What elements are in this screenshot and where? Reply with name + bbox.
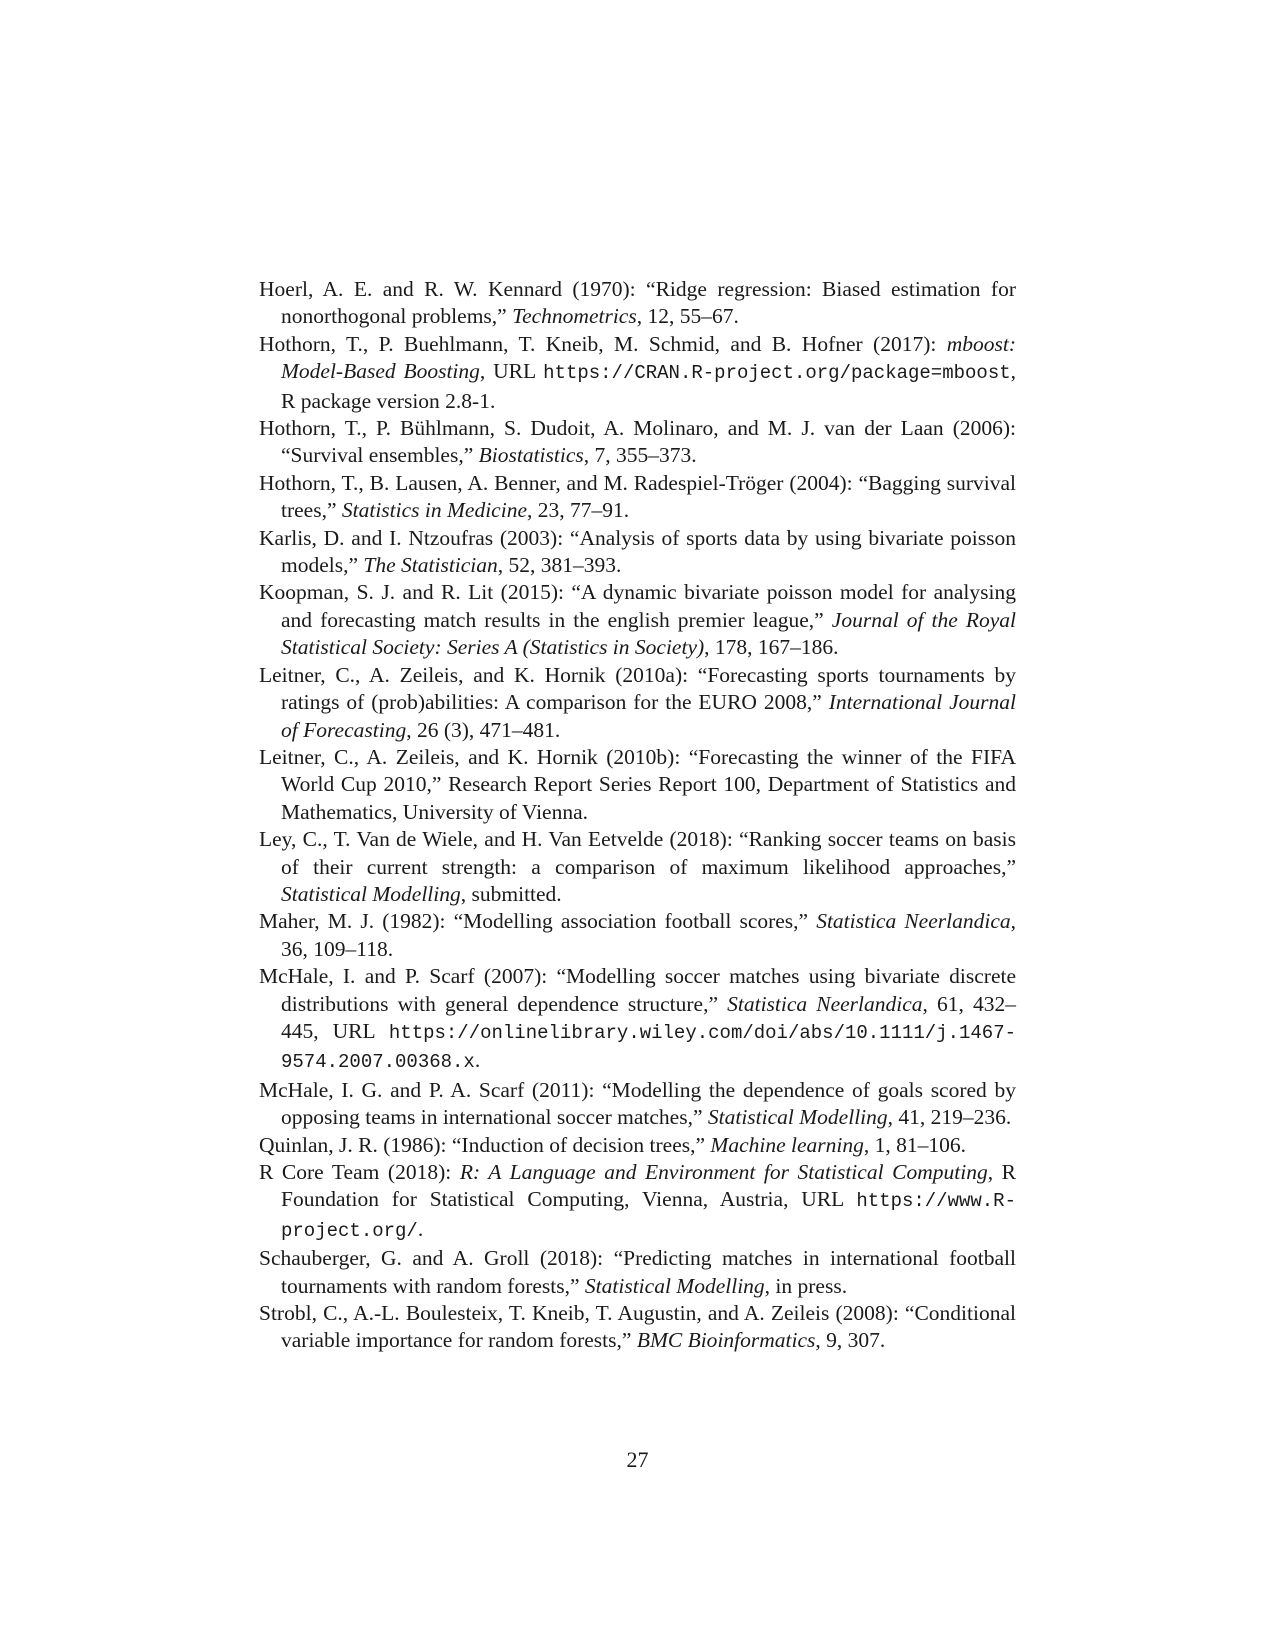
reference-text: Leitner, C., A. Zeileis, and K. Hornik (2010a): “Forecasting sports tournaments by ratings of (prob)abilities: A comparison for the EURO 2008,” xyxy=(259,662,1016,715)
reference-entry xyxy=(259,963,1016,1077)
reference-entry xyxy=(259,826,1016,908)
reference-details: , 23, 77–91. xyxy=(527,498,630,523)
reference-text: Karlis, D. and I. Ntzoufras (2003): “Analysis of sports data by using bivariate poisson models,” xyxy=(259,525,1016,578)
reference-journal: Technometrics xyxy=(512,304,637,329)
reference-text: Koopman, S. J. and R. Lit (2015): “A dynamic bivariate poisson model for analysing and forecasting match results in the english premier league,” xyxy=(259,580,1016,632)
reference-text: Hothorn, T., P. Buehlmann, T. Kneib, M. Schmid, and B. Hofner (2017): xyxy=(259,331,947,356)
reference-entry xyxy=(259,1245,1016,1300)
reference-entry xyxy=(259,908,1016,963)
reference-text: McHale, I. G. and P. A. Scarf (2011): “Modelling the dependence of goals scored by opposing teams in international soccer matches,” xyxy=(259,1077,1016,1130)
reference-journal: Statistical Modelling xyxy=(281,881,461,906)
reference-text: Leitner, C., A. Zeileis, and K. Hornik (2010b): “Forecasting the winner of the FIFA World Cup 2010,” Research Report Series Report 100, Department of Statistics and Mathematics, University of Vienna. xyxy=(259,744,1016,824)
reference-details: , submitted. xyxy=(460,881,562,906)
page-number: 27 xyxy=(626,1447,649,1472)
reference-journal: Journal of the Royal Statistical Society: Series A (Statistics in Society) xyxy=(281,607,1016,660)
reference-url-link[interactable]: https://www.R-project.org/ xyxy=(281,1190,1016,1242)
reference-text: Maher, M. J. (1982): “Modelling association football scores,” xyxy=(259,909,817,934)
reference-details: , 1, 81–106. xyxy=(863,1132,966,1157)
reference-details: , 9, 307. xyxy=(815,1328,886,1353)
reference-entry xyxy=(259,579,1016,661)
reference-text: Quinlan, J. R. (1986): “Induction of decision trees,” xyxy=(259,1132,711,1157)
reference-url-link[interactable]: https://CRAN.R-project.org/package=mboost xyxy=(543,362,1011,385)
reference-details: , in press. xyxy=(764,1273,848,1298)
reference-url-link[interactable]: https://onlinelibrary.wiley.com/doi/abs/10.1111/j.1467-9574.2007.00368.x xyxy=(281,1021,1016,1074)
reference-text: R Core Team (2018): xyxy=(259,1160,460,1184)
reference-journal: mboost: Model-Based Boosting xyxy=(281,331,1016,384)
reference-journal: Biostatistics xyxy=(478,443,584,468)
reference-journal: Statistical Modelling xyxy=(584,1273,765,1298)
reference-journal: Statistica Neerlandica xyxy=(816,909,1011,934)
reference-text: Ley, C., T. Van de Wiele, and H. Van Eetvelde (2018): “Ranking soccer teams on basis of their current strength: a comparison of maximum likelihood approaches,” xyxy=(259,827,1016,879)
reference-details: , URL xyxy=(479,359,544,384)
reference-journal: International Journal of Forecasting xyxy=(281,690,1016,742)
reference-journal: R: A Language and Environment for Statistical Computing xyxy=(459,1160,988,1184)
reference-list xyxy=(259,276,1016,1355)
reference-entry xyxy=(259,662,1016,744)
reference-text: Hoerl, A. E. and R. W. Kennard (1970): “Ridge regression: Biased estimation for nonorthogonal problems,” xyxy=(259,277,1016,329)
reference-details: , 52, 381–393. xyxy=(497,553,622,578)
reference-entry xyxy=(259,1159,1016,1245)
reference-text: McHale, I. and P. Scarf (2007): “Modelling soccer matches using bivariate discrete distributions with general dependence structure,” xyxy=(259,964,1016,1016)
reference-details: , 7, 355–373. xyxy=(583,443,697,468)
reference-entry xyxy=(259,331,1016,415)
reference-text: Strobl, C., A.-L. Boulesteix, T. Kneib, T. Augustin, and A. Zeileis (2008): “Conditional variable importance for random forests,” xyxy=(259,1301,1016,1353)
reference-details: , 26 (3), 471–481. xyxy=(406,717,561,742)
reference-tail: , R package version 2.8-1. xyxy=(281,359,1016,413)
reference-journal: The Statistician xyxy=(363,553,498,578)
reference-details: , 178, 167–186. xyxy=(704,635,839,660)
reference-journal: Statistical Modelling xyxy=(707,1105,888,1130)
reference-details: , 12, 55–67. xyxy=(636,304,739,329)
reference-text: Hothorn, T., B. Lausen, A. Benner, and M. Radespiel-Tröger (2004): “Bagging survival trees,” xyxy=(259,470,1016,523)
reference-entry xyxy=(259,1132,1016,1159)
reference-journal: Statistica Neerlandica xyxy=(727,991,923,1016)
reference-details: , 61, 432–445, URL xyxy=(281,991,1017,1043)
reference-tail: . xyxy=(474,1048,481,1073)
reference-journal: BMC Bioinformatics xyxy=(636,1328,816,1353)
reference-entry xyxy=(259,1300,1016,1355)
reference-journal: Machine learning xyxy=(710,1132,864,1157)
reference-details: , 41, 219–236. xyxy=(887,1105,1012,1130)
reference-entry xyxy=(259,1077,1016,1132)
reference-entry xyxy=(259,525,1016,580)
reference-text: Hothorn, T., P. Bühlmann, S. Dudoit, A. Molinaro, and M. J. van der Laan (2006): “Survival ensembles,” xyxy=(259,416,1016,468)
reference-details: , 36, 109–118. xyxy=(281,909,1016,961)
reference-text: Schauberger, G. and A. Groll (2018): “Predicting matches in international football tournaments with random forests,” xyxy=(259,1246,1016,1298)
reference-tail: . xyxy=(417,1216,424,1241)
reference-journal: Statistics in Medicine xyxy=(341,498,527,523)
reference-entry xyxy=(259,470,1016,525)
reference-entry xyxy=(259,415,1016,470)
reference-entry xyxy=(259,744,1016,826)
reference-entry xyxy=(259,276,1016,331)
reference-details: , R Foundation for Statistical Computing, Vienna, Austria, URL xyxy=(281,1160,1016,1212)
